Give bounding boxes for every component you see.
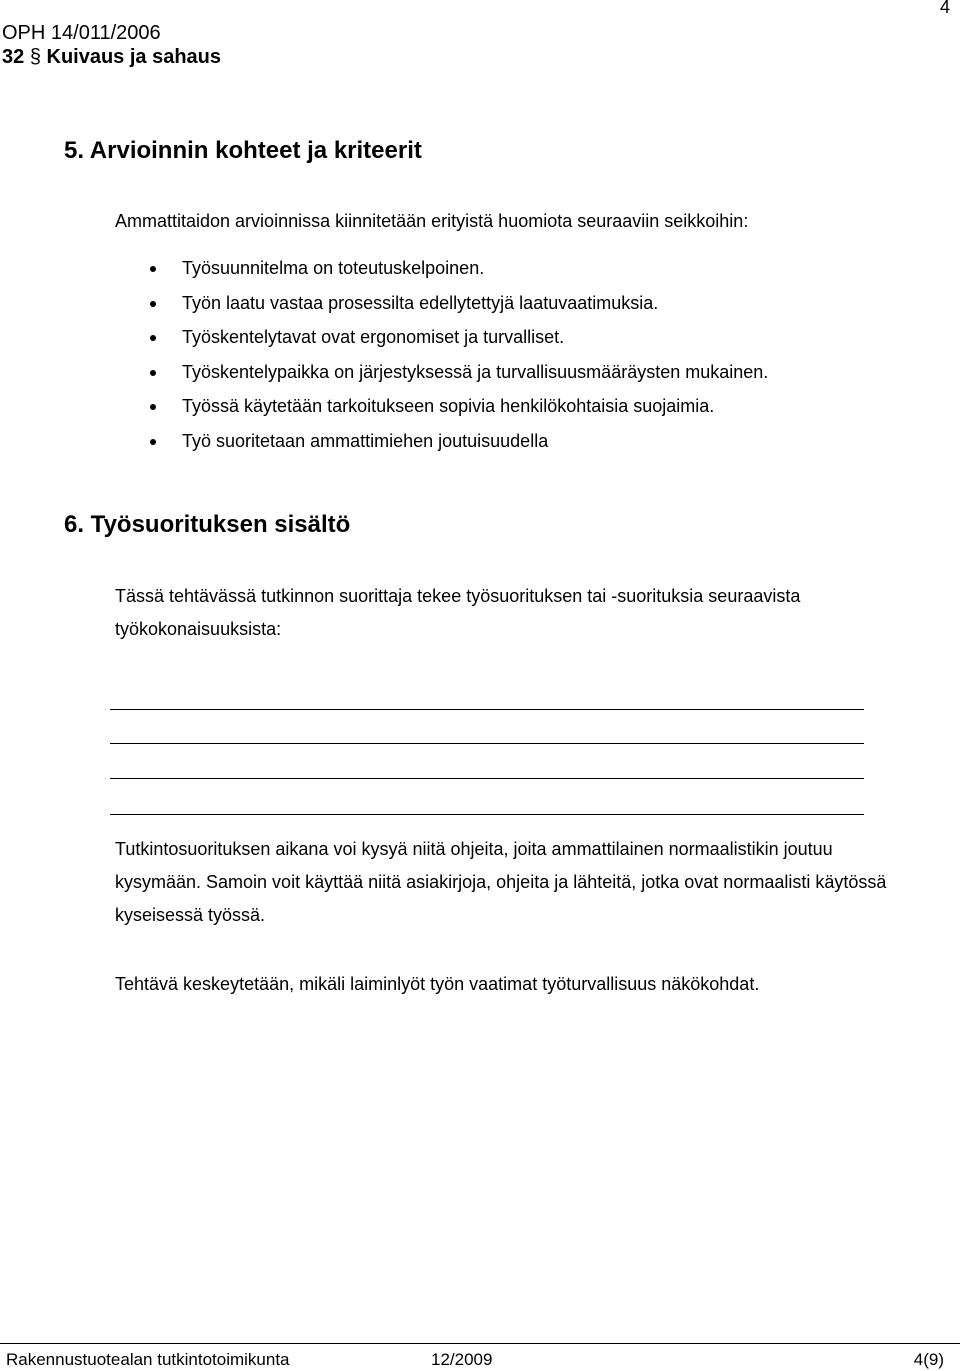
document-title: [2, 45, 221, 69]
fill-in-line[interactable]: [110, 778, 864, 779]
fill-in-line[interactable]: [110, 709, 864, 710]
document-code: OPH 14/011/2006: [2, 22, 161, 44]
criteria-item-text: Työssä käytetään tarkoitukseen sopivia henkilökohtaisia suojaimia.: [182, 396, 715, 416]
section-6-intro: [115, 580, 800, 646]
bullet-icon: [150, 404, 156, 410]
fill-in-line[interactable]: [110, 814, 864, 815]
criteria-item: [150, 424, 768, 459]
bullet-icon: [150, 301, 156, 307]
criteria-item: [150, 355, 768, 390]
section-5-heading: 5. Arvioinnin kohteet ja kriteerit: [64, 137, 422, 164]
bullet-icon: [150, 335, 156, 341]
page-number: 4: [939, 0, 950, 17]
criteria-item-text: Työ suoritetaan ammattimiehen joutuisuudella: [182, 430, 549, 451]
criteria-item-text: Työn laatu vastaa prosessilta edellytettyjä laatuvaatimuksia.: [182, 292, 659, 313]
criteria-item: [150, 320, 768, 355]
bullet-icon: [150, 266, 156, 272]
bullet-icon: [150, 439, 156, 445]
criteria-item-text: Työskentelypaikka on järjestyksessä ja turvallisuusmääräysten mukainen.: [182, 361, 769, 382]
criteria-item: [150, 286, 768, 321]
criteria-list: [150, 251, 768, 458]
instructions-line: Tutkintosuorituksen aikana voi kysyä niitä ohjeita, joita ammattilainen normaalistikin joutuu: [115, 839, 833, 859]
criteria-item-text: Työsuunnitelma on toteutuskelpoinen.: [182, 258, 485, 278]
section-6-intro-line: Tässä tehtävässä tutkinnon suorittaja tekee työsuorituksen tai -suorituksia seuraavista: [115, 586, 801, 606]
bullet-icon: [150, 370, 156, 376]
section-5-intro: Ammattitaidon arvioinnissa kiinnitetään erityistä huomiota seuraaviin seikkoihin:: [115, 211, 749, 231]
instructions-paragraph: [115, 833, 886, 932]
title-text: Kuivaus ja sahaus: [46, 46, 222, 68]
section-6-heading: 6. Työsuorituksen sisältö: [64, 511, 351, 538]
section-sign: §: [29, 46, 41, 68]
footer-organization: Rakennustuotealan tutkintotoimikunta: [6, 1350, 290, 1369]
instructions-line: kyseisessä työssä.: [115, 905, 266, 925]
safety-paragraph: Tehtävä keskeytetään, mikäli laiminlyöt työn vaatimat työturvallisuus näkökohdat.: [115, 974, 760, 994]
section-6-intro-line: työkokonaisuuksista:: [115, 619, 282, 639]
footer-page-count: 4(9): [913, 1350, 944, 1369]
fill-in-line[interactable]: [110, 743, 864, 744]
criteria-item: [150, 251, 768, 286]
instructions-line: kysymään. Samoin voit käyttää niitä asiakirjoja, ohjeita ja lähteitä, jotka ovat normaalisti käytössä: [115, 872, 887, 892]
title-number: 32: [2, 46, 25, 68]
criteria-item-text: Työskentelytavat ovat ergonomiset ja turvalliset.: [182, 327, 565, 347]
criteria-item: [150, 389, 768, 424]
footer-date: 12/2009: [431, 1350, 493, 1369]
footer-divider: [0, 1343, 960, 1344]
